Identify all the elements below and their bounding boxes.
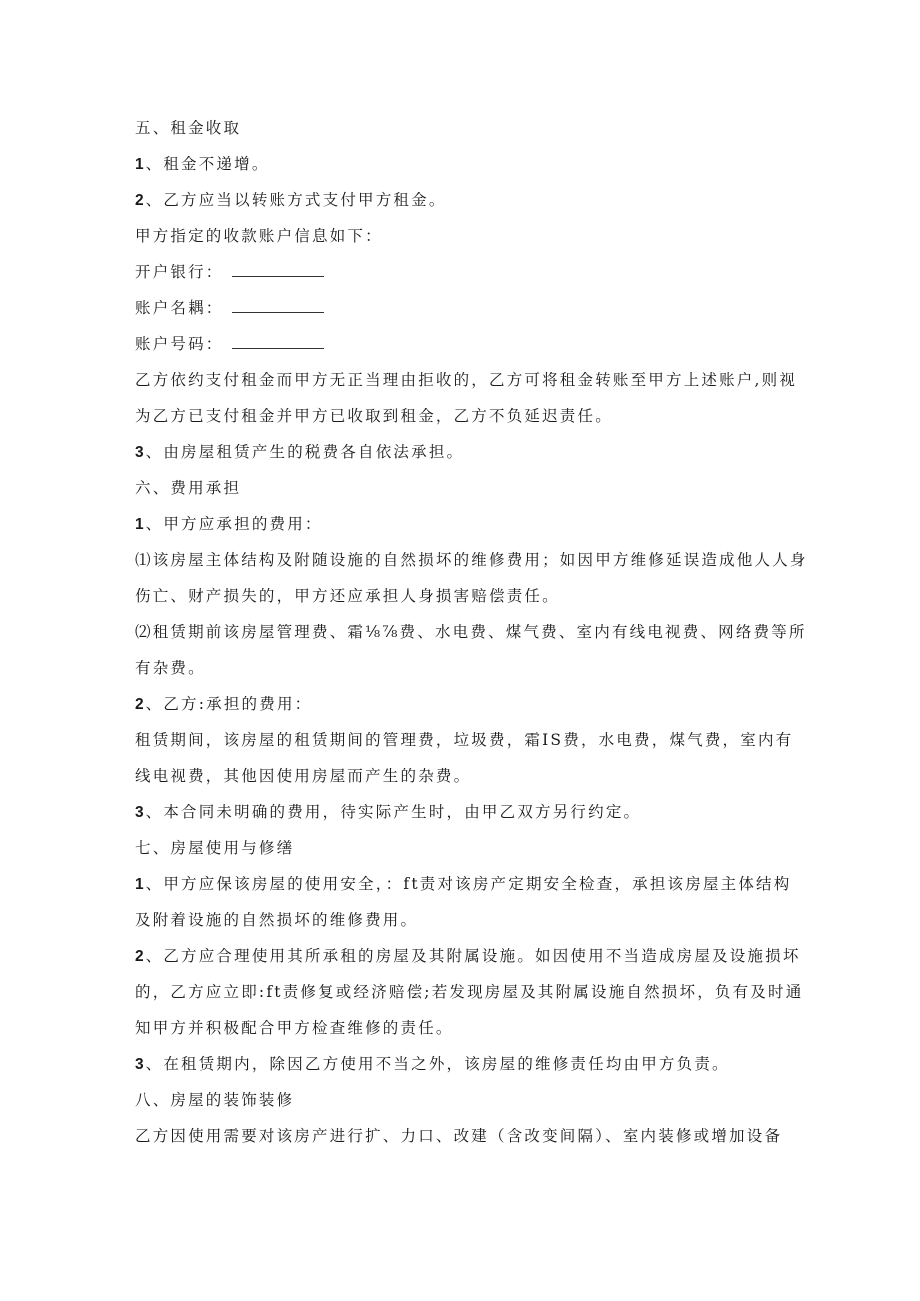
paragraph-line: 乙方依约支付租金而甲方无正当理由拒收的，乙方可将租金转账至甲方上述账户,则视 bbox=[135, 371, 798, 389]
account-info-intro: 甲方指定的收款账户信息如下： bbox=[135, 227, 383, 245]
clause-6-2: 2 、乙方:承担的费用： bbox=[135, 695, 313, 713]
paragraph-line: 乙方因使用需要对该房产进行扩、力口、改建（含改变间隔）、室内装修或增加设备 bbox=[135, 1127, 783, 1145]
section-7-heading: 七、房屋使用与修缮 bbox=[135, 839, 295, 857]
paragraph-line: 的，乙方应立即:ft责修复或经济赔偿;若发现房屋及其附属设施自然损坏，负有及时通 bbox=[135, 983, 804, 1001]
clause-7-3: 3 、在租赁期内，除因乙方使用不当之外，该房屋的维修责任均由甲方负责。 bbox=[135, 1055, 730, 1073]
section-5-heading: 五、租金收取 bbox=[135, 119, 242, 137]
bank-name-field: 开户银行： bbox=[135, 262, 795, 282]
clause-7-1: 1 、甲方应保该房屋的使用安全，：ft责对该房产定期安全检查，承担该房屋主体结构 bbox=[135, 875, 792, 893]
paragraph-line: 及附着设施的自然损坏的维修费用。 bbox=[135, 911, 419, 929]
section-6-heading: 六、费用承担 bbox=[135, 479, 242, 497]
clause-5-2: 2 、乙方应当以转账方式支付甲方租金。 bbox=[135, 191, 447, 209]
bank-name-blank bbox=[232, 262, 324, 277]
account-number-blank bbox=[232, 334, 324, 349]
section-8-heading: 八、房屋的装饰装修 bbox=[135, 1091, 295, 1109]
paragraph-line: 知甲方并积极配合甲方检查维修的责任。 bbox=[135, 1019, 454, 1037]
paragraph-line: 有杂费。 bbox=[135, 659, 206, 677]
paragraph-line: 伤亡、财产损失的，甲方还应承担人身损害赔偿责任。 bbox=[135, 587, 560, 605]
paragraph-line: ⑴该房屋主体结构及附随设施的自然损坏的维修费用；如因甲方维修延误造成他人人身 bbox=[135, 551, 808, 569]
clause-6-1: 1 、甲方应承担的费用： bbox=[135, 515, 323, 533]
account-number-field: 账户号码： bbox=[135, 334, 795, 354]
clause-6-3: 3 、本合同未明确的费用，待实际产生时，由甲乙双方另行约定。 bbox=[135, 803, 642, 821]
account-name-blank bbox=[232, 298, 324, 313]
clause-5-1: 1 、租金不递增。 bbox=[135, 155, 270, 173]
paragraph-line: ⑵租赁期前该房屋管理费、霜⅛⅞费、水电费、煤气费、室内有线电视费、网络费等所 bbox=[135, 623, 807, 641]
paragraph-line: 租赁期间，该房屋的租赁期间的管理费，垃圾费，霜IS费，水电费，煤气费，室内有 bbox=[135, 731, 794, 749]
clause-7-2: 2 、乙方应合理使用其所承租的房屋及其附属设施。如因使用不当造成房屋及设施损坏 bbox=[135, 947, 801, 965]
account-name-field: 账户名耦： bbox=[135, 298, 795, 318]
paragraph-line: 为乙方已支付租金并甲方已收取到租金，乙方不负延迟责任。 bbox=[135, 407, 613, 425]
paragraph-line: 线电视费，其他因使用房屋而产生的杂费。 bbox=[135, 767, 472, 785]
clause-5-3: 3 、由房屋租赁产生的税费各自依法承担。 bbox=[135, 443, 465, 461]
